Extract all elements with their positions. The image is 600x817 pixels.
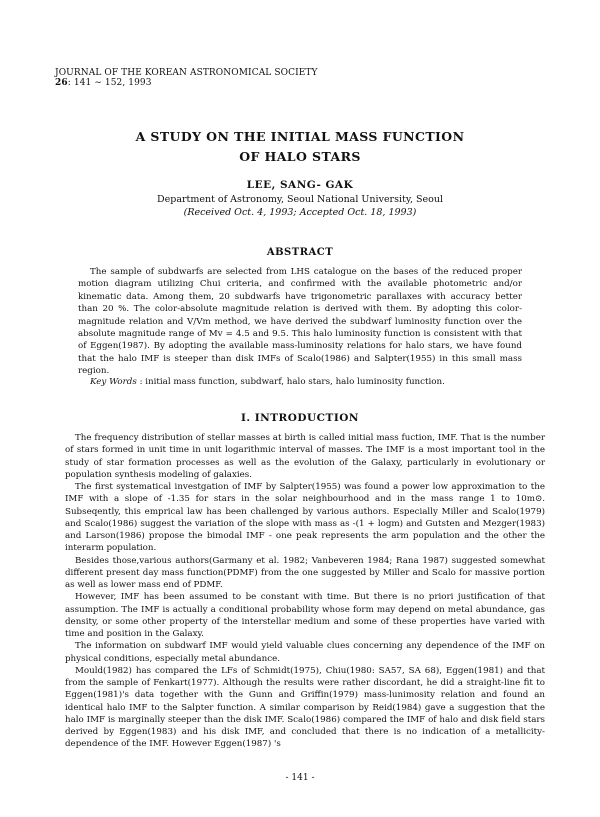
- received-dates: (Received Oct. 4, 1993; Accepted Oct. 18, 1993): [183, 207, 417, 218]
- page-number: - 141 -: [285, 773, 315, 783]
- body-paragraph: The information on subdwarf IMF would yield valuable clues concerning any dependence of the IMF on physical conditions, especially metal abundance.: [65, 641, 545, 664]
- author-affiliation: Department of Astronomy, Seoul National University, Seoul: [157, 194, 443, 205]
- title-block: [55, 127, 545, 218]
- paper-title-line-2: OF HALO STARS: [239, 149, 361, 164]
- journal-header: [55, 68, 318, 88]
- abstract-heading: ABSTRACT: [266, 247, 334, 258]
- keywords: [78, 377, 522, 387]
- body-paragraph: The frequency distribution of stellar masses at birth is called initial mass fuction, IMF. That is the number of stars formed in unit time in unit logarithmic interval of masses. The IMF is a most important tool in the study of star formation processes as well as the evolution of the Galaxy, particularly in evolutionary or population synthesis modeling of galaxies.: [65, 433, 545, 480]
- journal-pages-year: : 141 ∼ 152, 1993: [67, 78, 152, 88]
- keywords-text: : initial mass function, subdwarf, halo stars, halo luminosity function.: [136, 377, 445, 387]
- journal-name: JOURNAL OF THE KOREAN ASTRONOMICAL SOCIETY: [55, 68, 318, 78]
- journal-citation: [55, 78, 318, 88]
- body-paragraph: The first systematical investgation of IMF by Salpter(1955) was found a power low approximation to the IMF with a slope of -1.35 for stars in the solar neighbourhood and in the mass range 1 to 10m⊙. Subseqently, this emprical law has been challenged by various authors. Especially Miller and Scalo(1979) and Scalo(1986) suggest the variation of the slope with mass as -(1 + logm) and Gutsten and Mezger(1983) and Larson(1986) propose the bimodal IMF - one peak represents the arm population and the other the interarm population.: [65, 482, 545, 554]
- introduction-body: [65, 432, 545, 751]
- body-paragraph: However, IMF has been assumed to be constant with time. But there is no priori justification of that assumption. The IMF is actually a conditional probability whose form may depend on metal abundance, gas density, or some other property of the interstellar medium and some of these properties have varied with time and position in the Galaxy.: [65, 592, 545, 639]
- author-name: LEE, SANG- GAK: [246, 179, 354, 191]
- keywords-label: Key Words: [90, 377, 137, 387]
- section-heading-introduction: I. INTRODUCTION: [240, 412, 359, 424]
- journal-volume: 26: [55, 78, 68, 88]
- body-paragraph: Besides those,various authors(Garmany et al. 1982; Vanbeveren 1984; Rana 1987) suggested somewhat different present day mass function(PDMF) from the one suggested by Miller and Scalo for massive portion as well as lower mass end of PDMF.: [65, 555, 545, 590]
- abstract-text: The sample of subdwarfs are selected from LHS catalogue on the bases of the reduced proper motion diagram utilizing Chui criteria, and confirmed with the available photometric and/or kinematic data. Among them, 20 subdwarfs have trigonometric parallaxes with accuracy better than 20 %. The color-absolute magnitude relation is derived with them. By adopting this color-magnitude relation and V/Vm method, we have derived the subdwarf luminosity function over the absolute magnitude range of Mv = 4.5 and 9.5. This halo luminosity function is consistent with that of Eggen(1987). By adopting the available mass-luminosity relations for halo stars, we have found that the halo IMF is steeper than disk IMFs of Scalo(1986) and Salpter(1955) in this small mass region.: [78, 267, 522, 377]
- paper-title-line-1: A STUDY ON THE INITIAL MASS FUNCTION: [135, 129, 465, 144]
- body-paragraph: Mould(1982) has compared the LFs of Schmidt(1975), Chiu(1980: SA57, SA 68), Eggen(1981) and that from the sample of Fenkart(1977). Although the results were rather discordant, he did a straight-line fit to Eggen(1981)'s data together with the Gunn and Griffin(1979) mass-lunimosity relation and found an identical halo IMF to the Salpter function. A similar comparison by Reid(1984) gave a suggestion that the halo IMF is marginally steeper than the disk IMF. Scalo(1986) compared the IMF of halo and disk field stars derived by Eggen(1983) and his disk IMF, and concluded that there is no indication of a metallicity-dependence of the IMF. However Eggen(1987) 's: [65, 665, 545, 750]
